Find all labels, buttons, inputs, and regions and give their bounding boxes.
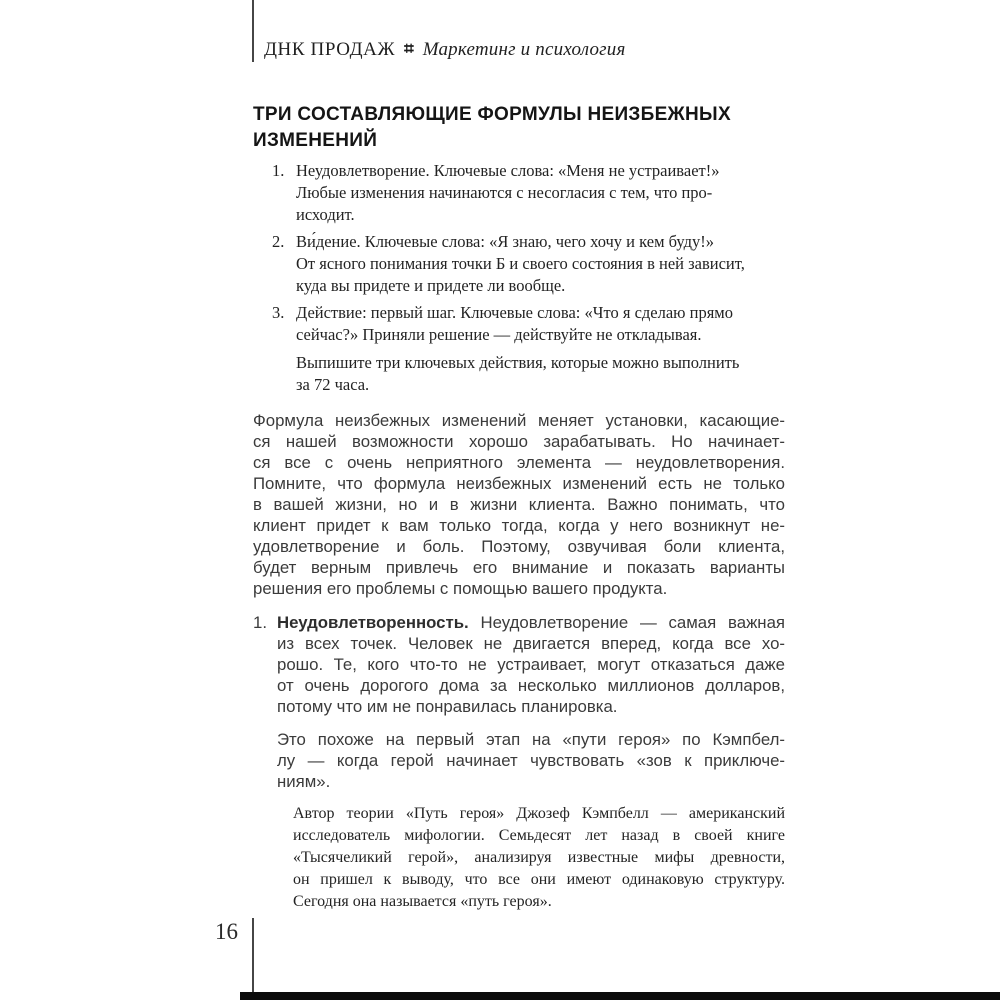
text-line: ИЗМЕНЕНИЙ	[253, 130, 378, 151]
text-line: будет верным привлечь его внимание и показать варианты	[253, 558, 785, 577]
text-line: сейчас?» Приняли решение — действуйте не откладывая.	[296, 325, 702, 344]
chapter-subtitle: Маркетинг и психология	[422, 39, 626, 60]
text-line: «Тысячеликий герой», анализируя известные мифы древности,	[293, 849, 785, 866]
text-line: решения его проблемы с помощью вашего продукта.	[253, 579, 668, 598]
text-line: за 72 часа.	[296, 375, 370, 394]
campbell-note	[293, 803, 785, 913]
text-line: Выпишите три ключевых действия, которые можно выполнить	[296, 353, 740, 372]
hero-paragraph	[277, 729, 785, 792]
text-line: потому что им не понравилась планировка.	[277, 697, 618, 716]
footer-vertical-rule	[252, 918, 254, 1000]
numbered-list	[253, 160, 785, 346]
exercise-note	[296, 352, 785, 396]
point-lead-rest: Неудовлетворение — самая важная	[468, 613, 785, 632]
text-line: ТРИ СОСТАВЛЯЮЩИЕ ФОРМУЛЫ НЕИЗБЕЖНЫХ	[253, 104, 731, 125]
text-line: Любые изменения начинаются с несогласия с тем, что про-	[296, 183, 713, 202]
point-lead-term: Неудовлетворенность.	[277, 613, 469, 632]
page-content	[253, 0, 785, 913]
list-item-text	[296, 231, 785, 297]
text-line: Ви́дение. Ключевые слова: «Я знаю, чего хочу и кем буду!»	[296, 232, 715, 251]
text-line: от очень дорогого дома за несколько миллионов долларов,	[277, 676, 785, 695]
text-line	[277, 612, 785, 633]
point-number: 1.	[253, 613, 267, 632]
point-item-1	[253, 612, 785, 717]
body-paragraph	[253, 410, 785, 599]
list-item-2	[253, 231, 785, 297]
text-line: Формула неизбежных изменений меняет установки, касающие-	[253, 411, 785, 430]
list-item-text	[296, 160, 785, 226]
text-line: ся все с очень неприятного элемента — неудовлетворения.	[253, 453, 785, 472]
text-line: исходит.	[296, 205, 355, 224]
page-number: 16	[215, 919, 238, 944]
text-line: лу — когда герой начинает чувствовать «зов к приключе-	[277, 751, 785, 770]
text-line: рошо. Те, кого что-то не устраивает, могут отказаться даже	[277, 655, 785, 674]
text-line: куда вы придете и придете ли вообще.	[296, 276, 566, 295]
text-line: Автор теории «Путь героя» Джозеф Кэмпбелл — американский	[293, 805, 785, 822]
text-line: ся нашей возможности хорошо зарабатывать. Но начинает-	[253, 432, 785, 451]
text-line: удовлетворение и боль. Поэтому, озвучивая боли клиента,	[253, 537, 785, 556]
book-title: ДНК ПРОДАЖ	[264, 39, 396, 60]
list-item-number: 2.	[272, 232, 285, 251]
text-line: в вашей жизни, но и в жизни клиента. Важно понимать, что	[253, 495, 785, 514]
list-item-3	[253, 302, 785, 346]
text-line: Это похоже на первый этап на «пути героя» по Кэмпбел-	[277, 730, 785, 749]
point-text	[277, 612, 785, 717]
text-line: Действие: первый шаг. Ключевые слова: «Что я сделаю прямо	[296, 303, 733, 322]
text-line: Помните, что формула неизбежных изменений есть не только	[253, 474, 785, 493]
section-heading	[253, 102, 785, 154]
list-item-number: 1.	[272, 161, 285, 180]
footer-bar	[240, 992, 1000, 1000]
text-line: из всех точек. Человек не двигается вперед, когда все хо-	[277, 634, 785, 653]
text-line: клиент придет к вам только тогда, когда у него возникнут не-	[253, 516, 785, 535]
text-line: Неудовлетворение. Ключевые слова: «Меня не устраивает!»	[296, 161, 720, 180]
hash-divider-icon: ⌗	[404, 39, 414, 59]
text-line: От ясного понимания точки Б и своего состояния в ней зависит,	[296, 254, 745, 273]
text-line: он пришел к выводу, что все они имеют одинаковую структуру.	[293, 871, 785, 888]
text-line: ниям».	[277, 772, 331, 791]
list-item-number: 3.	[272, 303, 285, 322]
list-item-text	[296, 302, 785, 346]
text-line: исследователь мифологии. Семьдесят лет назад в своей книге	[293, 827, 785, 844]
list-item-1	[253, 160, 785, 226]
text-line: Сегодня она называется «путь героя».	[293, 893, 552, 910]
